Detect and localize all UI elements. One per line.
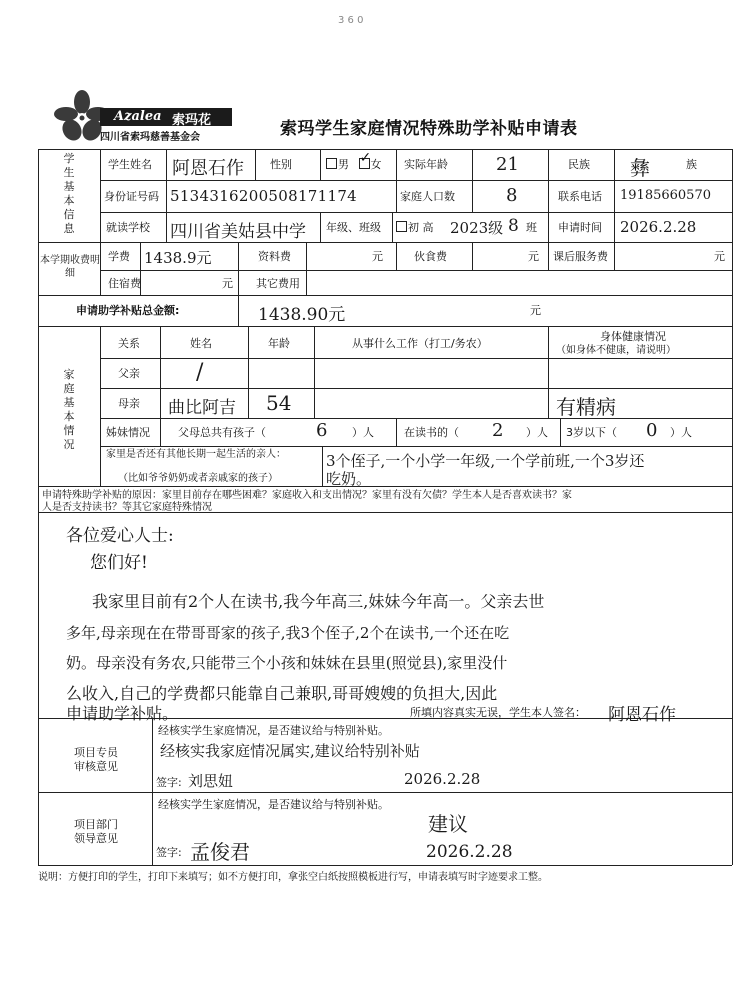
fees-section-label: 本学期收费明细 xyxy=(40,255,100,279)
total-label: 申请助学补贴总金额: xyxy=(76,304,180,317)
afterschool-yuan: 元 xyxy=(714,250,725,263)
foundation-name: 四川省索玛慈善基金会 xyxy=(100,132,200,143)
siblings-label: 姊妹情况 xyxy=(106,426,150,439)
female-checkmark: ✓ xyxy=(359,150,372,166)
confirm-label: 所填内容真实无误，学生本人签名： xyxy=(410,706,586,719)
col-health-note: （如身体不健康，请说明） xyxy=(556,345,676,356)
review2-prompt: 经核实学生家庭情况，是否建议给与特别补贴。 xyxy=(158,798,389,811)
review1-date: 2026.2.28 xyxy=(404,770,481,788)
col-relation: 关系 xyxy=(118,337,140,350)
review1-opinion: 经核实我家庭情况属实,建议给特别补贴 xyxy=(160,742,420,760)
female-label: 女 xyxy=(370,158,382,171)
mother-label: 母亲 xyxy=(118,397,140,410)
elderly-answer-1: 3个侄子,一个小学一年级,一个学前班,一个3岁还 xyxy=(326,452,645,470)
family-section-label: 家庭基本情况 xyxy=(63,368,75,451)
household-label: 家庭人口数 xyxy=(400,190,455,203)
review1-label-1: 项目专员 xyxy=(74,746,118,759)
materials-label: 资料费 xyxy=(258,250,291,263)
materials-yuan: 元 xyxy=(372,250,383,263)
apply-time-value: 2026.2.28 xyxy=(620,218,697,236)
review1-signer: 刘思妞 xyxy=(188,772,234,790)
student-signature: 阿恩石作 xyxy=(608,705,676,725)
in-school-text: 在读书的（ xyxy=(404,426,459,439)
siblings-text: 父母总共有孩子（ xyxy=(178,426,266,439)
meal-yuan: 元 xyxy=(528,250,539,263)
id-label: 身份证号码 xyxy=(104,190,159,203)
page-title: 索玛学生家庭情况特殊助学补贴申请表 xyxy=(280,119,578,139)
top-mark: 3 6 0 xyxy=(338,15,364,26)
mother-name: 曲比阿吉 xyxy=(168,398,236,418)
meal-label: 伙食费 xyxy=(414,250,447,263)
phone-label: 联系电话 xyxy=(558,190,602,203)
gender-label: 性别 xyxy=(270,158,292,171)
student-section-label: 学生基本信息 xyxy=(63,152,75,235)
id-value: 5134316200508171174 xyxy=(170,187,358,205)
school-value: 四川省美姑县中学 xyxy=(170,222,306,242)
under3-value: 0 xyxy=(646,420,658,441)
review2-label-2: 领导意见 xyxy=(74,832,118,845)
female-checkbox[interactable] xyxy=(359,150,372,169)
age-value: 21 xyxy=(496,154,519,175)
under3-text: 3岁以下（ xyxy=(566,426,617,439)
grade-label: 年级、班级 xyxy=(326,221,381,234)
class-suffix: 班 xyxy=(526,221,537,234)
review2-signer: 孟俊君 xyxy=(190,840,250,864)
mother-health: 有精病 xyxy=(556,395,616,419)
elderly-answer-2: 吃奶。 xyxy=(326,470,372,488)
name-label: 学生姓名 xyxy=(108,158,152,171)
col-health: 身体健康情况 xyxy=(600,330,666,343)
school-label: 就读学校 xyxy=(106,221,150,234)
siblings-value: 6 xyxy=(316,420,328,441)
review2-sign-label: 签字: xyxy=(156,846,182,859)
afterschool-label: 课后服务费 xyxy=(553,250,608,263)
col-age: 年龄 xyxy=(268,337,290,350)
ethnicity-suffix: 族 xyxy=(686,158,697,171)
gender-options xyxy=(326,150,382,171)
elderly-question: 家里是否还有其他长期一起生活的亲人： xyxy=(106,449,286,460)
elderly-note: （比如爷爷奶奶或者亲戚家的孩子） xyxy=(118,473,278,484)
reason-line: 么收入,自己的学费都只能靠自己兼职,哥哥嫂嫂的负担大,因此 xyxy=(66,684,498,703)
father-name: / xyxy=(196,360,204,385)
household-value: 8 xyxy=(506,185,518,206)
phone-value: 19185660570 xyxy=(620,188,711,203)
grade-value: 2023级 xyxy=(450,219,504,237)
logo-en: Azalea xyxy=(114,109,162,124)
lodging-label: 住宿费 xyxy=(108,277,141,290)
in-school-ren: ）人 xyxy=(526,426,548,439)
tuition-label: 学费 xyxy=(108,250,130,263)
review1-label-2: 审核意见 xyxy=(74,760,118,773)
other-label: 其它费用 xyxy=(256,277,300,290)
reason-prompt-2: 人是否支持读书？等其它家庭特殊情况 xyxy=(42,502,212,513)
class-value: 8 xyxy=(508,216,519,236)
col-job: 从事什么工作（打工/务农） xyxy=(352,337,488,350)
logo-cn: 索玛花 xyxy=(172,113,212,128)
review2-opinion: 建议 xyxy=(428,812,468,836)
footer-note: 说明：方便打印的学生，打印下来填写；如不方便打印，拿张空白纸按照模板进行写，申请表填写时字迹要求工整。 xyxy=(38,872,548,883)
reason-prompt-1: 申请特殊助学补贴的原因：家里目前存在哪些困难？家庭收入和支出情况？家里有没有欠债？学生本人是否喜欢读书？家 xyxy=(42,490,572,501)
male-label: 男 xyxy=(338,158,349,171)
reason-line: 多年,母亲现在在带哥哥家的孩子,我3个侄子,2个在读书,一个还在吃 xyxy=(66,624,510,642)
level-checkbox[interactable] xyxy=(396,221,407,232)
age-label: 实际年龄 xyxy=(404,158,448,171)
mother-age: 54 xyxy=(266,391,292,415)
name-value: 阿恩石作 xyxy=(172,158,244,179)
total-yuan: 元 xyxy=(530,304,541,317)
review2-label-1: 项目部门 xyxy=(74,818,118,831)
review1-sign-label: 签字: xyxy=(156,776,182,789)
under3-ren: ）人 xyxy=(670,426,692,439)
lodging-yuan: 元 xyxy=(222,277,233,290)
male-checkbox[interactable] xyxy=(326,158,337,169)
grade-level-options: 初 高 xyxy=(396,221,434,234)
logo-banner xyxy=(100,108,232,126)
reason-line: 各位爱心人士: xyxy=(66,526,174,546)
review1-prompt: 经核实学生家庭情况，是否建议给与特别补贴。 xyxy=(158,724,389,737)
reason-line: 我家里目前有2个人在读书,我今年高三,妹妹今年高一。父亲去世 xyxy=(92,592,545,611)
review2-date: 2026.2.28 xyxy=(426,842,513,862)
father-label: 父亲 xyxy=(118,367,140,380)
ethnicity-value: 彝 xyxy=(630,156,650,180)
reason-line: 您们好! xyxy=(90,553,148,573)
tuition-value: 1438.9元 xyxy=(144,249,212,267)
ethnicity-label: 民族 xyxy=(568,158,590,171)
reason-line: 申请助学补贴。 xyxy=(66,704,179,723)
in-school-value: 2 xyxy=(492,420,504,441)
col-name: 姓名 xyxy=(190,337,212,350)
apply-time-label: 申请时间 xyxy=(558,221,602,234)
reason-line: 奶。母亲没有务农,只能带三个小孩和妹妹在县里(照觉县),家里没什 xyxy=(66,654,508,672)
total-value: 1438.90元 xyxy=(258,305,346,325)
siblings-ren: ）人 xyxy=(352,426,374,439)
